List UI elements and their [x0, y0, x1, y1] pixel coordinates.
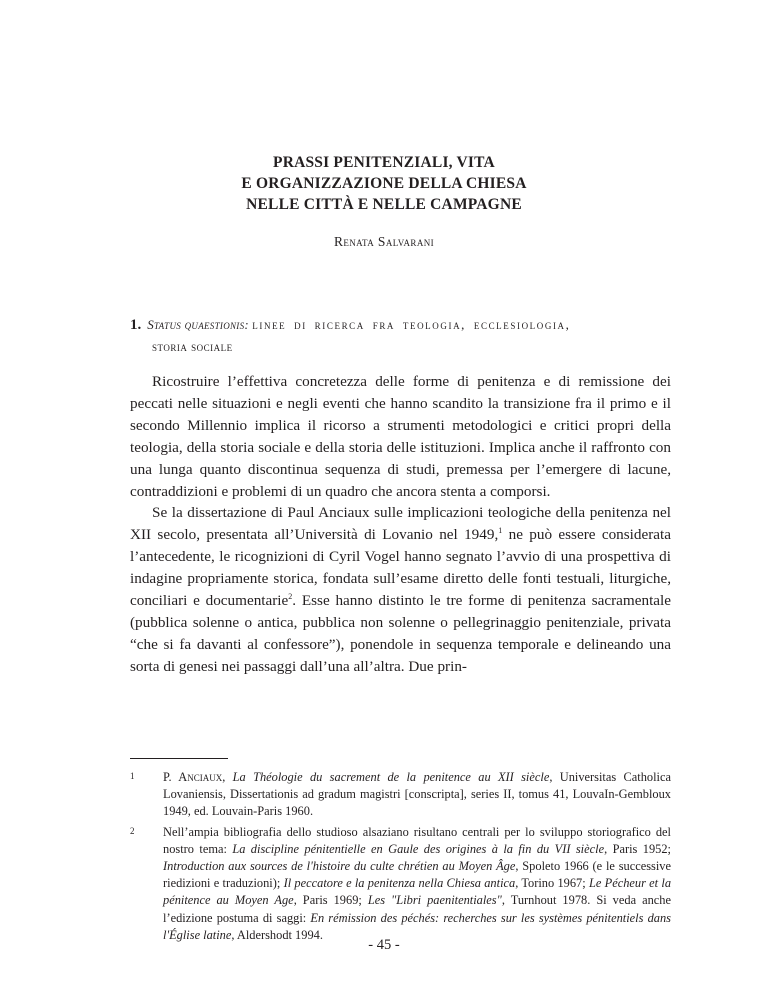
page-number: - 45 -	[368, 937, 400, 953]
footnote-ref: 1	[498, 526, 503, 536]
paragraph-text: ne può essere considerata l’antecedente, le ricognizioni di Cyril Vogel hanno segnato l’avvio di una prospettiva di indagine propriamente storica, fondata sull’esame diretto delle fonti testuali, liturgiche, conciliari e documentarie	[130, 526, 671, 610]
footnote-ref: 2	[288, 592, 293, 602]
footnote	[130, 769, 671, 821]
paragraph-text: . Esse hanno distinto le tre forme di penitenza sacramentale (pubblica solenne o antica, pubblica non solenne o pellegrinaggio penitenziale, privata “che si fa davanti al confessore”), ponendole in sequenza temporale e delineando una sorta di genesi nei passaggi dall’una all’altra. Due prin-	[130, 592, 671, 675]
footnote-text: Nell’ampia bibliografia dello studioso alsaziano risultano centrali per lo sviluppo storiografico del nostro tema:	[163, 824, 671, 856]
footnote-mark: 1	[130, 771, 135, 781]
section-number: 1.	[130, 317, 142, 333]
section-title-rest: linee di ricerca fra teologia, ecclesiologia,	[252, 317, 571, 332]
section-lead: Status quaestionis:	[147, 317, 250, 332]
footnote-title: La discipline pénitentielle en Gaule des origines à la fin du VII siècle	[232, 841, 605, 856]
footnote-author: P. Anciaux	[163, 770, 223, 784]
footnote-divider	[130, 758, 228, 759]
footnote-text: , Paris 1969;	[293, 893, 368, 908]
footnote-text: , Torino 1967;	[515, 876, 589, 891]
footnote-title: Introduction aux sources de l'histoire du culte chrétien au Moyen Âge	[163, 859, 516, 874]
section-title-line2: storia sociale	[152, 339, 233, 354]
footnote-title: Le Pécheur et la pénitence au Moyen Age	[163, 876, 672, 908]
footnote-text: , Turnhout 1978. Si veda anche l’edizione postuma di saggi:	[163, 893, 671, 925]
title-line: PRASSI PENITENZIALI, VITA	[273, 154, 495, 171]
body-text	[130, 371, 671, 678]
article-title	[0, 152, 768, 215]
footnotes	[130, 769, 671, 947]
footnote-mark: 2	[130, 825, 135, 836]
footnote-text: , Spoleto 1966 (e le successive riedizioni e traduzioni);	[163, 859, 671, 891]
paragraph-text: Se la dissertazione di Paul Anciaux sulle implicazioni teologiche della penitenza nel XII secolo, presentata all’Università di Lovanio nel 1949,	[130, 504, 671, 544]
footnote-text: ,	[222, 770, 233, 784]
footnote-title: La Théologie du sacrement de la penitence au XII siècle	[232, 770, 550, 784]
footnote-title: Les "Libri paenitentiales"	[367, 893, 502, 908]
paragraph: Ricostruire l’effettiva concretezza delle forme di penitenza e di remissione dei peccati nelle situazioni e negli eventi che hanno scandito la transizione fra il primo e il secondo Millennio implica il ricorso a strumenti metodologici e critici propri della teologia, della storia sociale e della storia delle istituzioni. Implica anche il raffronto con una lunga quanto discontinua sequenza di studi, premessa per l’emergere di lacune, contraddizioni e problemi di un quadro che ancora stenta a comporsi.	[130, 373, 671, 500]
paragraph	[130, 502, 671, 677]
author-name: Renata Salvarani	[333, 234, 435, 249]
title-line: E ORGANIZZAZIONE DELLA CHIESA	[241, 175, 527, 192]
title-line: NELLE CITTÀ E NELLE CAMPAGNE	[246, 196, 522, 213]
footnote-text: , Paris 1952;	[604, 841, 671, 856]
footnote-text: , Aldershodt 1994.	[231, 927, 323, 942]
footnote-title: Il peccatore e la penitenza nella Chiesa antica	[283, 876, 516, 891]
footnote-title: En rémission des péchés: recherches sur les systèmes pénitentiels dans l'Église latine	[163, 910, 672, 942]
footnote	[130, 824, 671, 944]
footnote-text: , Universitas Catholica Lovaniensis, Dissertationis ad gradum magistri [conscripta], series II, tomus 41, LouvaIn-Gembloux 1949, ed. Louvain-Paris 1960.	[163, 770, 671, 819]
section-heading	[130, 312, 670, 356]
